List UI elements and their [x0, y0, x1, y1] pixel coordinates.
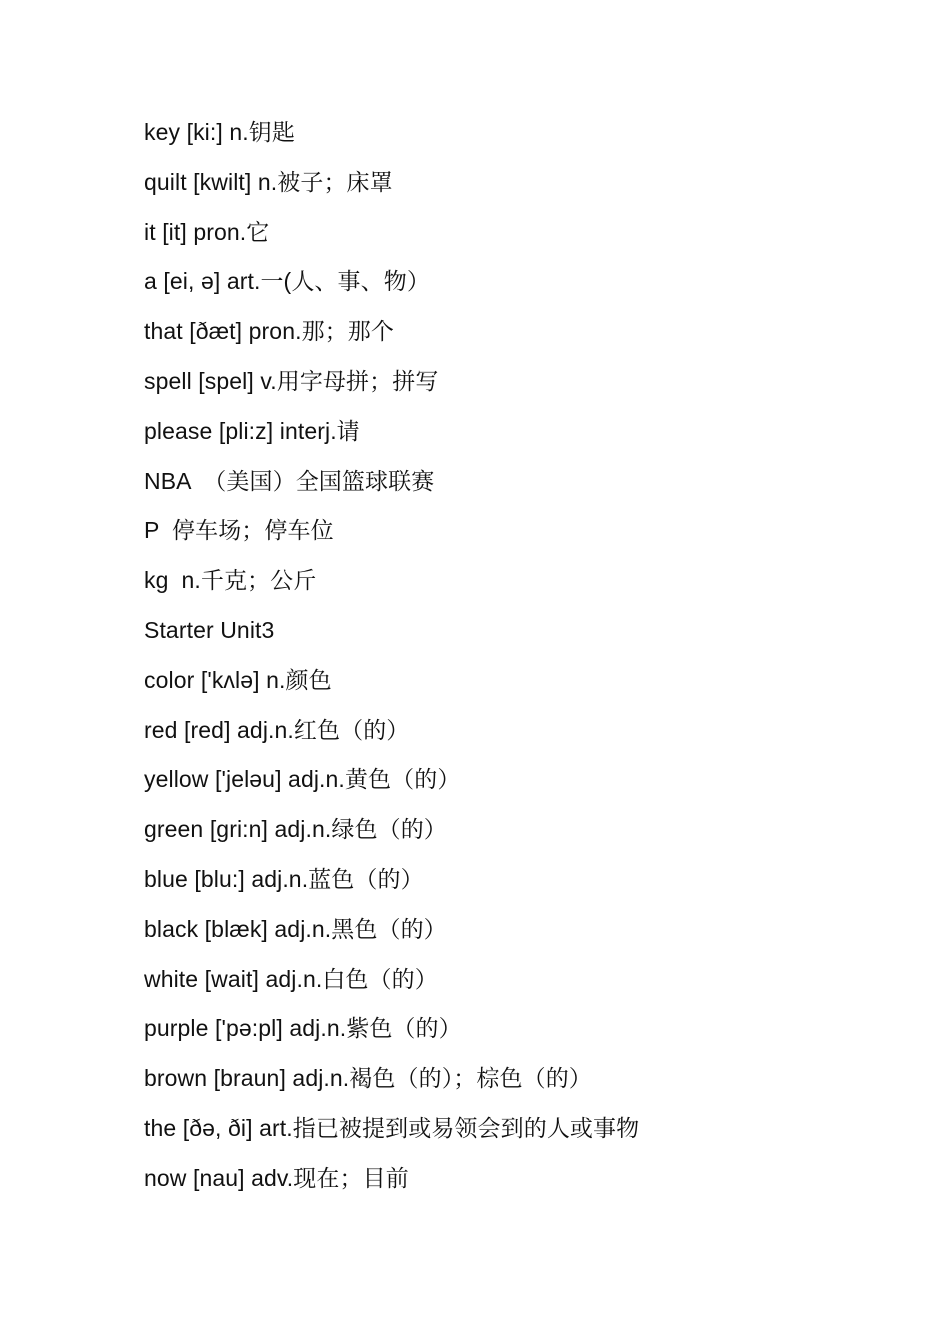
vocab-line-brown: brown [braun] adj.n.褐色（的）；棕色（的） — [144, 1065, 592, 1092]
vocab-line-green: green [gri:n] adj.n.绿色（的） — [144, 816, 447, 843]
vocab-line-quilt: quilt [kwilt] n.被子；床罩 — [144, 168, 393, 195]
vocab-line-nba: NBA （美国）全国篮球联赛 — [144, 467, 435, 494]
vocab-line-color: color ['kʌlə] n.颜色 — [144, 666, 332, 693]
vocab-line-purple: purple ['pə:pl] adj.n.紫色（的） — [144, 1015, 462, 1042]
vocab-line-red: red [red] adj.n.红色（的） — [144, 716, 410, 743]
vocab-line-spell: spell [spel] v.用字母拼；拼写 — [144, 367, 439, 394]
vocab-line-black: black [blæk] adj.n.黑色（的） — [144, 915, 447, 942]
section-heading-starter-unit3: Starter Unit3 — [144, 616, 275, 643]
vocabulary-list — [144, 112, 639, 1208]
vocab-line-blue: blue [blu:] adj.n.蓝色（的） — [144, 865, 424, 892]
vocab-line-the: the [ðə, ði] art.指已被提到或易领会到的人或事物 — [144, 1114, 640, 1141]
vocab-line-white: white [wait] adj.n.白色（的） — [144, 965, 438, 992]
vocab-line-p: P 停车场；停车位 — [144, 517, 334, 544]
vocab-line-kg: kg n.千克；公斤 — [144, 567, 317, 594]
vocab-line-now: now [nau] adv.现在；目前 — [144, 1164, 409, 1191]
vocab-line-please: please [pli:z] interj.请 — [144, 417, 360, 444]
vocab-line-a: a [ei, ə] art.一(人、事、物） — [144, 268, 430, 295]
vocab-line-yellow: yellow ['jeləu] adj.n.黄色（的） — [144, 766, 461, 793]
vocab-line-it: it [it] pron.它 — [144, 218, 270, 245]
vocab-line-that: that [ðæt] pron.那；那个 — [144, 318, 394, 345]
vocab-line-key: key [ki:] n.钥匙 — [144, 119, 295, 145]
